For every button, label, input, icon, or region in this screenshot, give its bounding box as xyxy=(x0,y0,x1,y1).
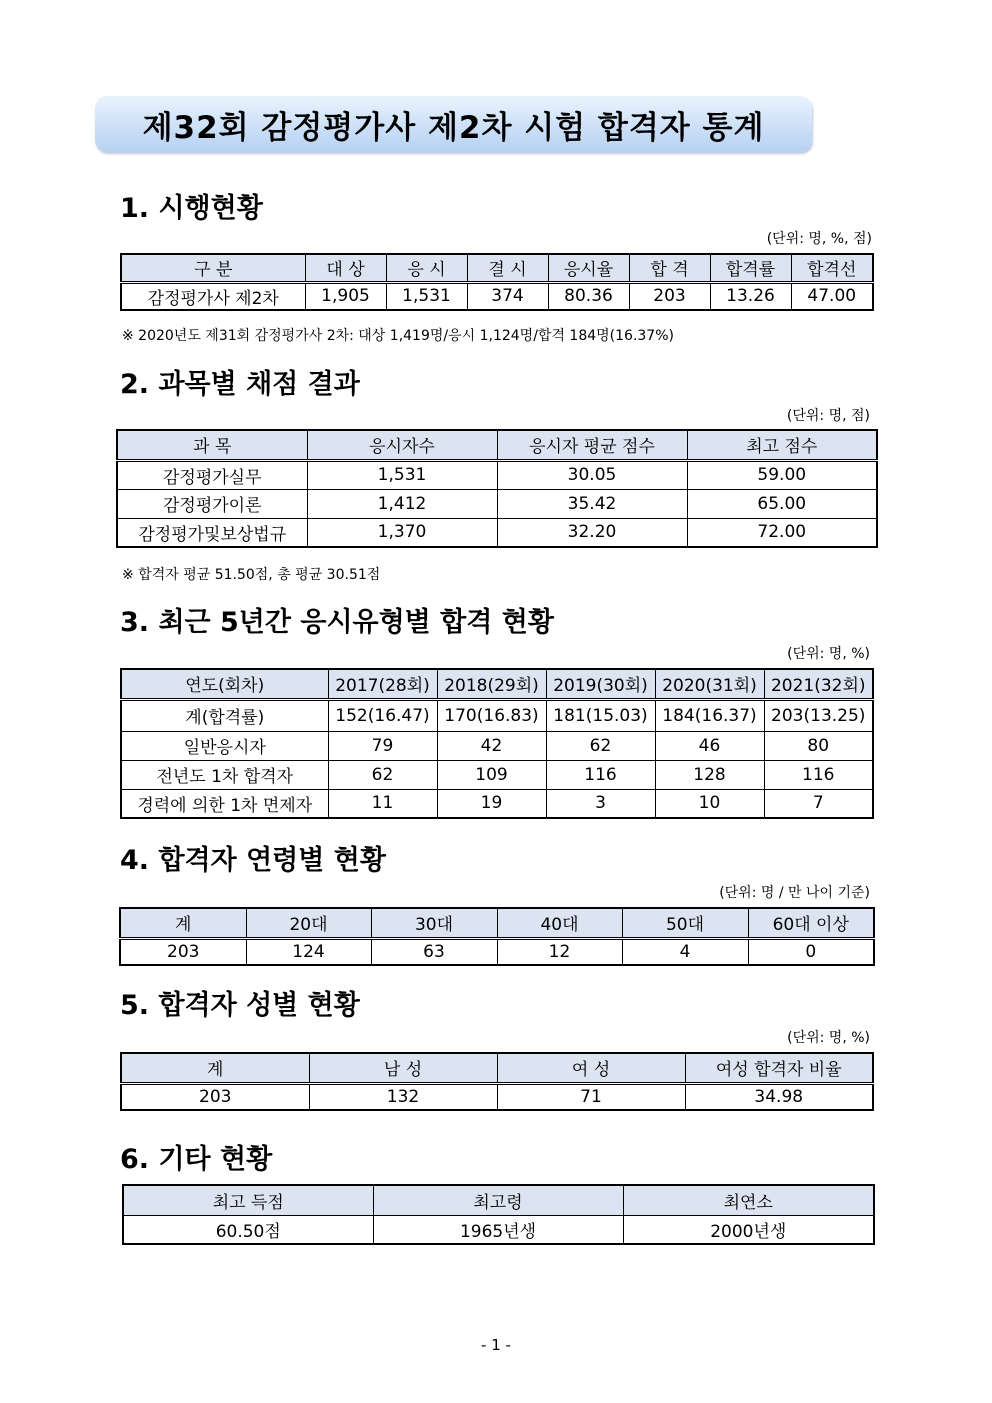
table-row xyxy=(120,938,874,965)
header-cell: 2017(28회) xyxy=(328,669,437,699)
table-cell: 1,412 xyxy=(307,489,497,518)
header-cell: 계 xyxy=(121,1053,309,1083)
header-cell: 대 상 xyxy=(305,254,386,282)
table-cell: 80.36 xyxy=(548,282,629,310)
table-cell: 감정평가실무 xyxy=(117,460,307,489)
table-cell: 감정평가이론 xyxy=(117,489,307,518)
table-cell: 374 xyxy=(467,282,548,310)
table-cell: 62 xyxy=(328,760,437,789)
header-cell: 응 시 xyxy=(386,254,467,282)
table-cell: 42 xyxy=(437,731,546,760)
header-cell: 최고 득점 xyxy=(123,1185,373,1215)
section-4-unit: (단위: 명 / 만 나이 기준) xyxy=(719,885,870,901)
header-cell: 결 시 xyxy=(467,254,548,282)
section-1-unit: (단위: 명, %, 점) xyxy=(766,231,872,247)
table-row xyxy=(121,1083,873,1110)
table-header-row xyxy=(121,1053,873,1083)
table-cell: 3 xyxy=(546,789,655,818)
table-cell: 7 xyxy=(764,789,873,818)
header-cell: 여 성 xyxy=(497,1053,685,1083)
table-cell: 132 xyxy=(309,1083,497,1110)
table-cell: 203 xyxy=(121,1083,309,1110)
table-cell: 128 xyxy=(655,760,764,789)
table-cell: 계(합격률) xyxy=(121,699,328,731)
table-cell: 1,905 xyxy=(305,282,386,310)
gender-status-table xyxy=(120,1052,874,1111)
table-cell: 60.50점 xyxy=(123,1215,373,1244)
table-header-row xyxy=(121,254,873,282)
header-cell: 40대 xyxy=(497,908,622,938)
table-header-row xyxy=(120,908,874,938)
section-6-heading: 6. 기타 현황 xyxy=(120,1144,273,1175)
section-1-heading: 1. 시행현황 xyxy=(120,193,263,224)
age-status-table xyxy=(119,907,875,966)
header-cell: 응시율 xyxy=(548,254,629,282)
table-cell: 35.42 xyxy=(497,489,687,518)
title-banner xyxy=(95,96,812,152)
table-cell: 80 xyxy=(764,731,873,760)
table-cell: 4 xyxy=(622,938,748,965)
table-row xyxy=(117,518,877,547)
section-3-unit: (단위: 명, %) xyxy=(787,646,870,662)
table-cell: 116 xyxy=(546,760,655,789)
header-cell: 20대 xyxy=(246,908,371,938)
header-cell: 계 xyxy=(120,908,246,938)
table-row xyxy=(117,489,877,518)
table-cell: 감정평가및보상법규 xyxy=(117,518,307,547)
table-cell: 10 xyxy=(655,789,764,818)
section-5-unit: (단위: 명, %) xyxy=(787,1030,870,1046)
table-cell: 일반응시자 xyxy=(121,731,328,760)
table-cell: 62 xyxy=(546,731,655,760)
table-row xyxy=(121,731,873,760)
section-1-note: ※ 2020년도 제31회 감정평가사 2차: 대상 1,419명/응시 1,124명/합격 184명(16.37%) xyxy=(122,328,674,344)
header-cell: 2019(30회) xyxy=(546,669,655,699)
table-cell: 12 xyxy=(497,938,622,965)
table-cell: 152(16.47) xyxy=(328,699,437,731)
table-cell: 59.00 xyxy=(687,460,877,489)
table-header-row xyxy=(123,1185,874,1215)
table-cell: 181(15.03) xyxy=(546,699,655,731)
header-cell: 60대 이상 xyxy=(748,908,874,938)
table-cell: 13.26 xyxy=(710,282,791,310)
header-cell: 연도(회차) xyxy=(121,669,328,699)
table-cell: 184(16.37) xyxy=(655,699,764,731)
table-cell: 30.05 xyxy=(497,460,687,489)
table-cell: 1,370 xyxy=(307,518,497,547)
table-cell: 전년도 1차 합격자 xyxy=(121,760,328,789)
section-2-note: ※ 합격자 평균 51.50점, 총 평균 30.51점 xyxy=(122,567,381,583)
table-cell: 11 xyxy=(328,789,437,818)
section-5-heading: 5. 합격자 성별 현황 xyxy=(120,990,360,1021)
table-cell: 109 xyxy=(437,760,546,789)
subject-results-table xyxy=(116,429,878,548)
header-cell: 30대 xyxy=(371,908,497,938)
table-cell: 2000년생 xyxy=(623,1215,874,1244)
header-cell: 2018(29회) xyxy=(437,669,546,699)
table-cell: 203 xyxy=(629,282,710,310)
table-cell: 203 xyxy=(120,938,246,965)
table-cell: 170(16.83) xyxy=(437,699,546,731)
table-cell: 65.00 xyxy=(687,489,877,518)
header-cell: 여성 합격자 비율 xyxy=(685,1053,873,1083)
header-cell: 과 목 xyxy=(117,430,307,460)
table-cell: 79 xyxy=(328,731,437,760)
table-row xyxy=(123,1215,874,1244)
table-row xyxy=(121,699,873,731)
table-header-row xyxy=(121,669,873,699)
table-row xyxy=(121,282,873,310)
header-cell: 2020(31회) xyxy=(655,669,764,699)
table-cell: 46 xyxy=(655,731,764,760)
page-title: 제32회 감정평가사 제2차 시험 합격자 통계 xyxy=(142,109,765,146)
table-cell: 116 xyxy=(764,760,873,789)
exam-status-table xyxy=(120,253,874,311)
table-cell: 71 xyxy=(497,1083,685,1110)
table-cell: 32.20 xyxy=(497,518,687,547)
section-2-unit: (단위: 명, 점) xyxy=(786,408,870,424)
header-cell: 2021(32회) xyxy=(764,669,873,699)
table-row xyxy=(121,789,873,818)
header-cell: 응시자수 xyxy=(307,430,497,460)
table-cell: 1965년생 xyxy=(373,1215,623,1244)
header-cell: 합격선 xyxy=(791,254,873,282)
table-cell: 34.98 xyxy=(685,1083,873,1110)
table-cell: 124 xyxy=(246,938,371,965)
table-cell: 1,531 xyxy=(307,460,497,489)
header-cell: 최연소 xyxy=(623,1185,874,1215)
table-cell: 19 xyxy=(437,789,546,818)
table-cell: 감정평가사 제2차 xyxy=(121,282,305,310)
table-cell: 203(13.25) xyxy=(764,699,873,731)
header-cell: 남 성 xyxy=(309,1053,497,1083)
header-cell: 합 격 xyxy=(629,254,710,282)
page-number: - 1 - xyxy=(481,1336,511,1354)
section-2-heading: 2. 과목별 채점 결과 xyxy=(120,369,360,400)
section-3-heading: 3. 최근 5년간 응시유형별 합격 현황 xyxy=(120,607,554,638)
table-cell: 63 xyxy=(371,938,497,965)
section-4-heading: 4. 합격자 연령별 현황 xyxy=(120,845,386,876)
table-cell: 경력에 의한 1차 면제자 xyxy=(121,789,328,818)
table-cell: 47.00 xyxy=(791,282,873,310)
table-header-row xyxy=(117,430,877,460)
table-cell: 72.00 xyxy=(687,518,877,547)
header-cell: 최고 점수 xyxy=(687,430,877,460)
other-status-table xyxy=(122,1184,875,1245)
header-cell: 최고령 xyxy=(373,1185,623,1215)
header-cell: 구 분 xyxy=(121,254,305,282)
table-row xyxy=(117,460,877,489)
table-cell: 1,531 xyxy=(386,282,467,310)
header-cell: 응시자 평균 점수 xyxy=(497,430,687,460)
yearly-pass-table xyxy=(120,668,874,819)
header-cell: 50대 xyxy=(622,908,748,938)
table-row xyxy=(121,760,873,789)
header-cell: 합격률 xyxy=(710,254,791,282)
table-cell: 0 xyxy=(748,938,874,965)
